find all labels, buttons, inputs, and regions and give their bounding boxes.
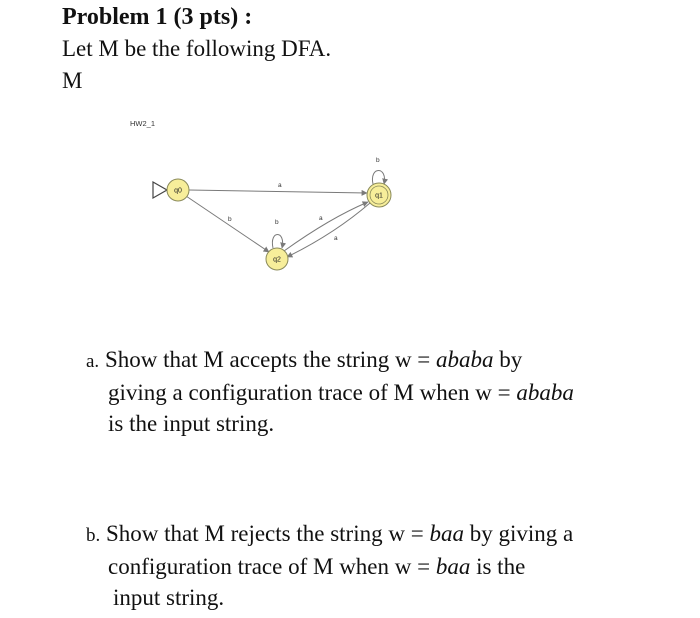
dfa-diagram xyxy=(120,110,450,280)
question-b-word: baa xyxy=(429,521,464,546)
edge-label-q2-q1: a xyxy=(319,215,323,222)
edge-label-q1-q2: a xyxy=(334,235,338,242)
question-b-line2 xyxy=(86,551,573,582)
question-a-text-post: by xyxy=(493,347,523,372)
question-b-line2-word: baa xyxy=(435,554,471,579)
question-b-line3: input string. xyxy=(113,585,225,610)
edge-q2-q1 xyxy=(284,202,368,251)
edge-q1-q2 xyxy=(287,203,370,257)
machine-label: M xyxy=(62,68,83,93)
edge-label-q0-q2: b xyxy=(228,216,232,223)
edge-q0-q2 xyxy=(186,196,269,252)
start-arrow-icon xyxy=(153,182,167,198)
question-a-marker: a. xyxy=(86,351,100,372)
edge-label-q0-q1: a xyxy=(278,182,282,189)
question-a-line2 xyxy=(86,377,574,408)
question-b xyxy=(86,518,573,613)
question-b-text: Show that M rejects the string w = xyxy=(100,521,430,546)
question-a-line1 xyxy=(86,344,574,377)
question-a-word: ababa xyxy=(436,347,494,372)
question-b-marker: b. xyxy=(86,525,101,546)
question-a-text: Show that M accepts the string w = xyxy=(99,347,437,372)
question-a-line3: is the input string. xyxy=(108,411,275,436)
question-b-text-post: by giving a xyxy=(463,521,574,546)
edge-q0-q1 xyxy=(189,190,367,193)
state-q1-label: q1 xyxy=(375,192,383,200)
question-a xyxy=(86,344,574,439)
edge-label-q2-loop: b xyxy=(275,219,279,226)
state-q2 xyxy=(266,248,288,270)
question-b-line2-text: configuration trace of M when w = xyxy=(108,554,436,579)
problem-intro: Let M be the following DFA. xyxy=(62,36,332,61)
question-b-line1 xyxy=(86,518,573,551)
question-a-line2-word: ababa xyxy=(516,380,574,405)
state-q2-label: q2 xyxy=(273,256,281,264)
question-a-line2-text: giving a configuration trace of M when w = xyxy=(108,380,517,405)
loop-q1 xyxy=(372,171,384,185)
diagram-tab-label: HW2_1 xyxy=(130,119,156,128)
state-q1-accepting xyxy=(367,183,391,207)
loop-q2 xyxy=(272,235,282,249)
state-q0 xyxy=(167,179,189,201)
question-b-line2-post: is the xyxy=(470,554,526,579)
state-q0-label: q0 xyxy=(174,187,182,195)
edge-label-q1-loop: b xyxy=(376,157,380,164)
problem-title: Problem 1 (3 pts) : xyxy=(62,4,253,30)
